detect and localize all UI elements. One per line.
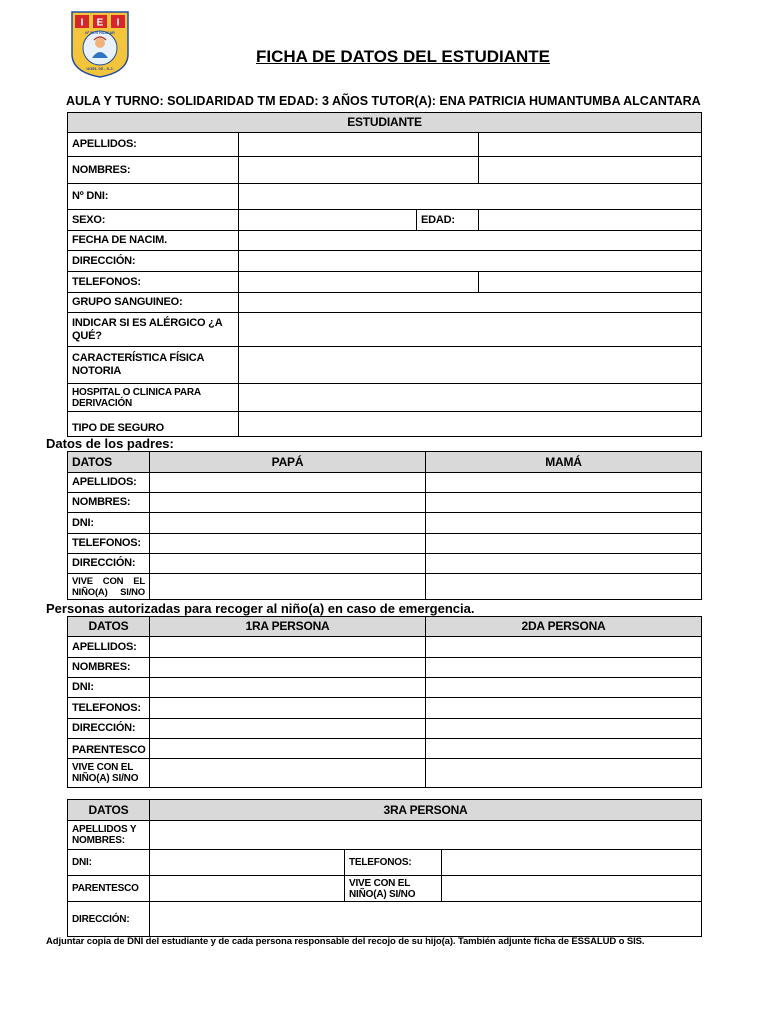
field-papa-dni[interactable] [150,513,426,534]
third-label-dni: DNI: [68,850,150,876]
logo-letter-2: E [96,17,104,29]
field-grupo-sanguineo[interactable] [239,293,702,313]
authorized-label-nombres: NOMBRES: [68,658,150,678]
field-papa-vive-con[interactable] [150,574,426,600]
label-hospital: HOSPITAL O CLINICA PARA DERIVACIÓN [68,384,239,412]
field-edad[interactable] [479,210,702,231]
field-dni[interactable] [239,184,702,210]
field-papa-telefonos[interactable] [150,534,426,554]
authorized-col-first: 1RA PERSONA [150,617,426,637]
field-p3-dni[interactable] [150,850,345,876]
authorized-label-dni: DNI: [68,678,150,698]
field-p1-parentesco[interactable] [150,739,426,759]
field-mama-dni[interactable] [426,513,702,534]
student-table [67,112,702,437]
field-p1-direccion[interactable] [150,719,426,739]
field-direccion[interactable] [239,251,702,272]
parents-col-datos: DATOS [68,452,150,473]
parents-table [67,451,702,600]
field-mama-nombres[interactable] [426,493,702,513]
field-p1-telefonos[interactable] [150,698,426,719]
field-nombres-1[interactable] [239,157,479,184]
authorized-label-vive-con: VIVE CON EL NIÑO(A) SI/NO [68,759,150,788]
field-p1-nombres[interactable] [150,658,426,678]
field-p2-telefonos[interactable] [426,698,702,719]
field-caracteristica[interactable] [239,347,702,384]
authorized-col-datos: DATOS [68,617,150,637]
authorized-col-second: 2DA PERSONA [426,617,702,637]
third-label-direccion: DIRECCIÓN: [68,902,150,937]
logo-letter-1: I [80,17,84,29]
field-p2-dni[interactable] [426,678,702,698]
field-alergico[interactable] [239,313,702,347]
authorized-label-telefonos: TELEFONOS: [68,698,150,719]
parents-col-papa: PAPÁ [150,452,426,473]
parents-label-direccion: DIRECCIÓN: [68,554,150,574]
label-dni: Nº DNI: [68,184,239,210]
third-label-telefonos: TELEFONOS: [345,850,442,876]
field-fecha-nacim[interactable] [239,231,702,251]
field-p2-vive-con[interactable] [426,759,702,788]
field-p3-parentesco[interactable] [150,876,345,902]
parents-label-vive-con: VIVE CON EL NIÑO(A) SI/NO [68,574,150,600]
field-papa-nombres[interactable] [150,493,426,513]
label-sexo: SEXO: [68,210,239,231]
student-header: ESTUDIANTE [68,113,702,133]
authorized-table [67,616,702,788]
third-label-vive-con: VIVE CON EL NIÑO(A) SI/NO [345,876,442,902]
field-papa-direccion[interactable] [150,554,426,574]
third-person-table [67,799,702,937]
label-apellidos: APELLIDOS: [68,133,239,157]
field-hospital[interactable] [239,384,702,412]
field-p3-telefonos[interactable] [442,850,702,876]
third-label-parentesco: PARENTESCO [68,876,150,902]
label-tipo-seguro: TIPO DE SEGURO [68,412,239,437]
label-caracteristica: CARACTERÍSTICA FÍSICA NOTORIA [68,347,239,384]
field-telefonos-1[interactable] [239,272,479,293]
field-tipo-seguro[interactable] [239,412,702,437]
page-title: FICHA DE DATOS DEL ESTUDIANTE [255,47,551,66]
field-mama-telefonos[interactable] [426,534,702,554]
field-papa-apellidos[interactable] [150,473,426,493]
field-p1-dni[interactable] [150,678,426,698]
third-col-person: 3RA PERSONA [150,800,702,821]
field-p2-apellidos[interactable] [426,637,702,658]
field-p2-nombres[interactable] [426,658,702,678]
parents-label-apellidos: APELLIDOS: [68,473,150,493]
field-mama-vive-con[interactable] [426,574,702,600]
class-info-line: AULA Y TURNO: SOLIDARIDAD TM EDAD: 3 AÑOS TUTOR(A): ENA PATRICIA HUMANTUMBA ALCANTARA [66,94,701,108]
parents-heading: Datos de los padres: [46,436,174,451]
third-col-datos: DATOS [68,800,150,821]
field-telefonos-2[interactable] [479,272,702,293]
parents-col-mama: MAMÁ [426,452,702,473]
authorized-label-apellidos: APELLIDOS: [68,637,150,658]
field-p3-vive-con[interactable] [442,876,702,902]
field-p1-vive-con[interactable] [150,759,426,788]
parents-label-dni: DNI: [68,513,150,534]
authorized-heading: Personas autorizadas para recoger al niño(a) en caso de emergencia. [46,601,475,616]
label-telefonos: TELEFONOS: [68,272,239,293]
label-fecha-nacim: FECHA DE NACIM. [68,231,239,251]
field-p1-apellidos[interactable] [150,637,426,658]
logo-ring-text: Nº 5070 HUACAR [85,31,115,35]
field-p3-direccion[interactable] [150,902,702,937]
footnote-instructions: Adjuntar copia de DNI del estudiante y de cada persona responsable del recojo de su hijo(a). También adjunte ficha de ESSALUD o SIS. [46,936,645,947]
label-alergico: INDICAR SI ES ALÉRGICO ¿A QUÉ? [68,313,239,347]
logo-letter-3: I [116,17,120,29]
logo-bottom-text: UGEL 05 - S.J. [86,66,114,71]
authorized-label-direccion: DIRECCIÓN: [68,719,150,739]
field-nombres-2[interactable] [479,157,702,184]
field-p2-parentesco[interactable] [426,739,702,759]
authorized-label-parentesco: PARENTESCO [68,739,150,759]
label-edad: EDAD: [417,210,479,231]
label-direccion: DIRECCIÓN: [68,251,239,272]
field-p3-apellidos-nombres[interactable] [150,821,702,850]
school-logo [70,10,130,78]
field-mama-apellidos[interactable] [426,473,702,493]
label-nombres: NOMBRES: [68,157,239,184]
parents-label-telefonos: TELEFONOS: [68,534,150,554]
field-apellidos-1[interactable] [239,133,479,157]
third-label-apellidos-nombres: APELLIDOS Y NOMBRES: [68,821,150,850]
field-p2-direccion[interactable] [426,719,702,739]
field-sexo[interactable] [239,210,417,231]
field-apellidos-2[interactable] [479,133,702,157]
parents-label-nombres: NOMBRES: [68,493,150,513]
label-grupo-sanguineo: GRUPO SANGUINEO: [68,293,239,313]
field-mama-direccion[interactable] [426,554,702,574]
